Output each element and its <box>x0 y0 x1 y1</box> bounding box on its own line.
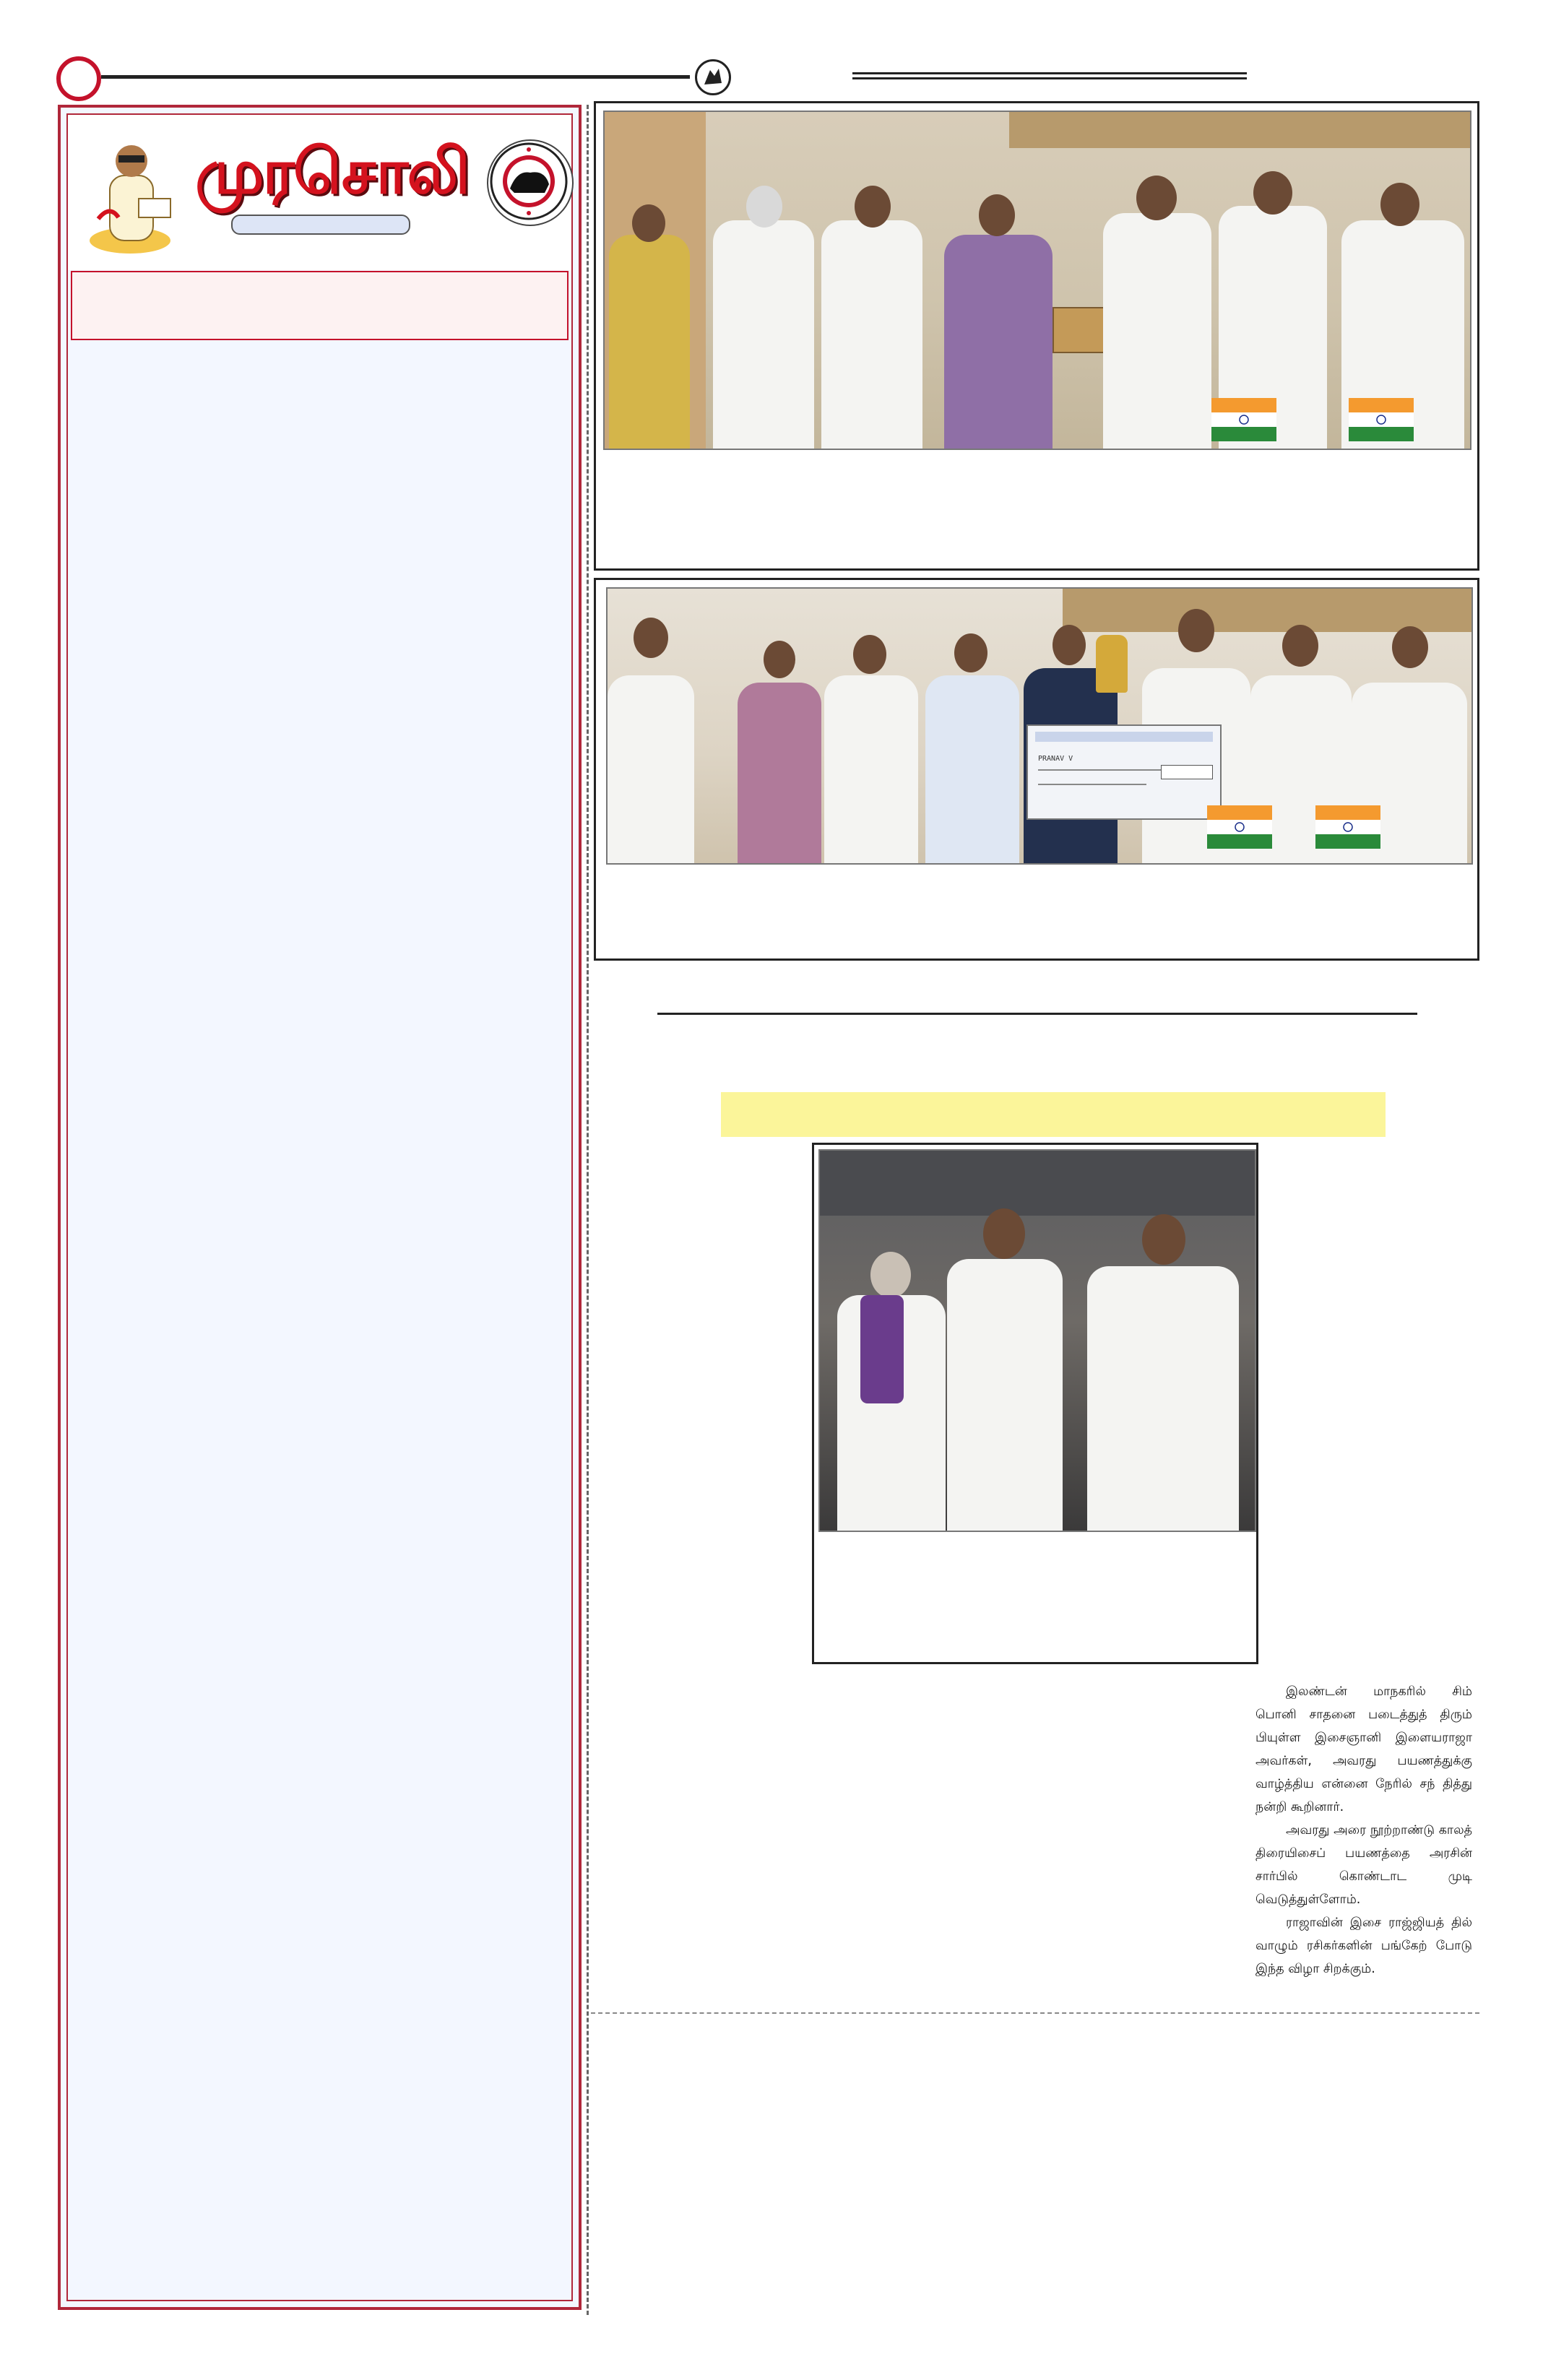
emblem-icon <box>695 59 731 95</box>
headline-box <box>71 271 569 340</box>
photo-box-3 <box>812 1143 1258 1664</box>
section-rule <box>657 1013 1417 1015</box>
masthead <box>68 115 571 270</box>
photo-3-people <box>820 1151 1255 1531</box>
date-pill <box>231 215 410 235</box>
cheque-name: PRANAV V <box>1038 755 1073 763</box>
photo-2-people <box>608 589 1471 863</box>
article-paragraph: அவரது அரை நூற்றாண்டு காலத் திரையிசைப் பயணத்தை அரசின் சார்பில் கொண்டாட முடி வெடுத்துள்ளோம். <box>1255 1823 1472 1907</box>
article-paragraph: இலண்டன் மாநகரில் சிம் பொனி சாதனை படைத்துத் திரும் பியுள்ள இசைஞானி இளையராஜா அவர்கள், அவரது பயணத்துக்கு வாழ்த்திய என்னை நேரில் சந் தித்து நன்றி கூறினார். <box>1255 1684 1472 1814</box>
bottom-divider <box>591 2012 1479 2014</box>
column-divider <box>587 105 589 2315</box>
page-marker-circle-icon <box>56 56 101 101</box>
article-paragraph: ராஜாவின் இசை ராஜ்ஜியத் தில் வாழும் ரசிகர்களின் பங்கேற் போடு இந்த விழா சிறக்கும். <box>1255 1916 1472 1976</box>
photo-box-2 <box>594 578 1479 961</box>
party-seal-icon <box>487 139 574 226</box>
masthead-logo: முரசொலி <box>195 135 469 208</box>
header-rule-right <box>852 72 1247 79</box>
photo-1-people <box>605 112 1470 449</box>
highlight-bar <box>721 1092 1386 1137</box>
front-page-panel <box>58 105 582 2310</box>
photo-3 <box>818 1149 1256 1532</box>
photo-2-cheque <box>1026 724 1222 820</box>
article-body <box>1255 1680 1472 1981</box>
header-rule-left <box>101 75 690 79</box>
front-page-inner <box>66 113 573 2301</box>
masthead-portrait-illustration <box>88 132 182 256</box>
photo-2 <box>606 587 1473 865</box>
photo-box-1 <box>594 101 1479 571</box>
photo-1 <box>603 111 1471 450</box>
